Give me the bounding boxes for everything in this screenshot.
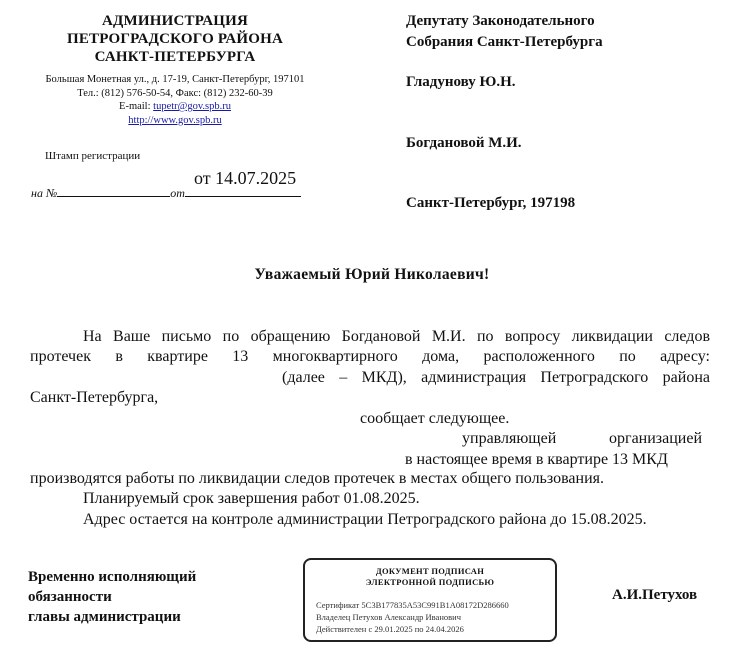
email-link[interactable]: tupetr@gov.spb.ru [153, 101, 231, 112]
stamp-title-line1: ДОКУМЕНТ ПОДПИСАН [375, 566, 485, 576]
email-label: E-mail: [119, 101, 151, 112]
sender-address: Большая Монетная ул., д. 17-19, Санкт-Петербург, 197101 [45, 74, 305, 85]
org-name-line3: САНКТ-ПЕТЕРБУРГА [94, 49, 256, 65]
position-line1: Временно исполняющий [28, 569, 197, 585]
greeting: Уважаемый Юрий Николаевич! [254, 266, 490, 283]
registration-date: от 14.07.2025 [194, 168, 297, 188]
body-p2-word2: организацией [609, 430, 702, 447]
stamp-title-line2: ЭЛЕКТРОННОЙ ПОДПИСЬЮ [365, 577, 495, 587]
org-name-line2: ПЕТРОГРАДСКОГО РАЙОНА [66, 31, 284, 47]
stamp-certificate: Сертификат 5C3B177835A53C991B1A08172D286660 [316, 600, 509, 610]
recipient-name-1: Гладунову Ю.Н. [406, 74, 516, 90]
ref-date-blank [185, 185, 301, 197]
sender-contacts [22, 73, 328, 127]
body-p1-line1: На Ваше письмо по обращению Богдановой М.И. по вопросу ликвидации следов [83, 328, 710, 345]
stamp-title [305, 566, 555, 588]
recipient-line1: Депутату Законодательного [406, 13, 595, 29]
body-p1-line3: (далее – МКД), администрация Петроградского района [282, 369, 710, 386]
sender-website-row [22, 114, 328, 128]
ref-number-blank [57, 185, 170, 197]
body-p2-line3: производятся работы по ликвидации следов протечек в местах общего пользования. [30, 470, 605, 487]
body-p1-line4: Санкт-Петербурга, [30, 389, 159, 406]
body-p1-line5: сообщает следующее. [360, 410, 510, 427]
ref-prefix: на № [31, 186, 58, 200]
recipient-city: Санкт-Петербург, 197198 [406, 195, 576, 211]
org-name-line1: АДМИНИСТРАЦИЯ [102, 13, 248, 29]
recipient-line2: Собрания Санкт-Петербурга [406, 34, 603, 50]
reference-line [31, 185, 301, 201]
position-line2: обязанности [28, 589, 112, 605]
body-p1-line2: протечек в квартире 13 многоквартирного дома, расположенного по адресу: [30, 348, 710, 365]
body-p3: Планируемый срок завершения работ 01.08.2025. [83, 490, 420, 507]
stamp-owner: Владелец Петухов Александр Иванович [316, 612, 461, 622]
body-p4: Адрес остается на контроле администрации Петроградского района до 15.08.2025. [83, 511, 647, 528]
recipient-name-2: Богдановой М.И. [406, 135, 522, 151]
registration-stamp-label: Штамп регистрации [45, 150, 141, 162]
position-line3: главы администрации [28, 609, 181, 625]
stamp-validity: Действителен с 29.01.2025 по 24.04.2026 [316, 624, 464, 634]
ref-from-label: от [170, 186, 185, 200]
body-p2-line2: в настоящее время в квартире 13 МКД [405, 451, 668, 468]
website-link[interactable]: http://www.gov.spb.ru [128, 114, 222, 126]
sender-email-row [22, 100, 328, 114]
sender-phones: Тел.: (812) 576-50-54, Факс: (812) 232-60-39 [77, 87, 273, 99]
signer-name: А.И.Петухов [612, 587, 698, 603]
recipient-title [406, 11, 603, 53]
electronic-signature-stamp [303, 558, 557, 642]
signatory-position [28, 567, 196, 627]
sender-organization [40, 12, 310, 66]
body-p2-word1: управляющей [462, 430, 557, 447]
